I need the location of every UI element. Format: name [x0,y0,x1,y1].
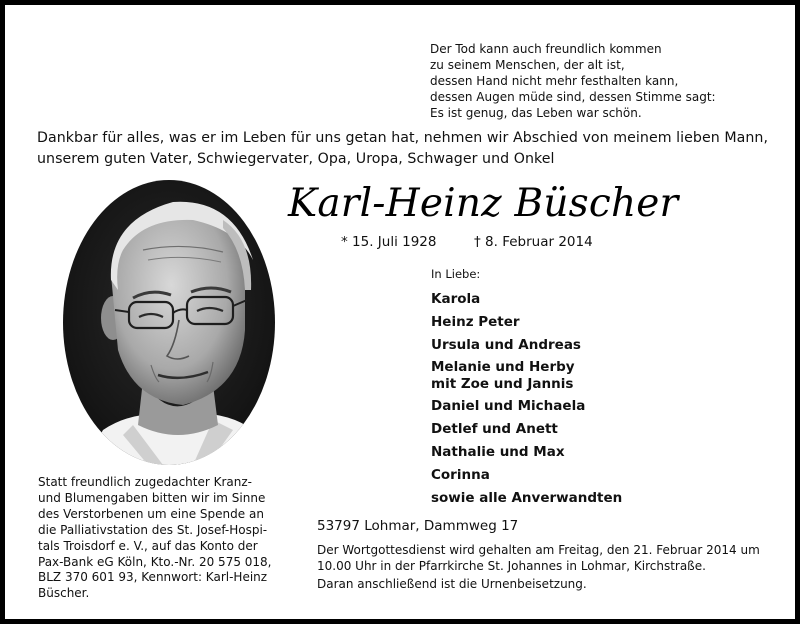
donation-line: Pax-Bank eG Köln, Kto.-Nr. 20 575 018, [38,554,272,569]
poem-line: dessen Hand nicht mehr festhalten kann, [430,74,679,88]
mourner-name: Daniel und Michaela [431,398,586,415]
birth-date: * 15. Juli 1928 [341,234,437,250]
mourner-name-line: mit Zoe und Jannis [431,376,574,393]
mourner-name: Corinna [431,466,490,483]
mourner-name-line: Melanie und Herby [431,359,575,376]
poem-line: Es ist genug, das Leben war schön. [430,106,642,120]
poem-line: dessen Augen müde sind, dessen Stimme sagt: [430,90,716,104]
intro-line: Dankbar für alles, was er im Leben für uns getan hat, nehmen wir Abschied von meinem lieben Mann, [37,130,769,146]
donation-line: und Blumengaben bitten wir im Sinne [38,490,266,505]
family-address: 53797 Lohmar, Dammweg 17 [317,518,519,534]
service-info [317,542,760,574]
donation-line: des Verstorbenen um eine Spende an [38,506,264,521]
mourner-name: Nathalie und Max [431,443,565,460]
mourner-name: Detlef und Anett [431,421,558,438]
donation-line: Statt freundlich zugedachter Kranz- [38,475,252,489]
portrait-photo [63,180,275,465]
mourner-name [431,359,731,393]
urn-burial-note: Daran anschließend ist die Urnenbeisetzung. [317,577,587,591]
mourner-name: sowie alle Anverwandten [431,489,623,506]
death-date: † 8. Februar 2014 [474,234,593,250]
donation-line: BLZ 370 601 93, Kennwort: Karl-Heinz [38,570,268,585]
mourner-name: Heinz Peter [431,313,520,330]
intro-text [37,128,787,170]
donation-note [38,475,283,602]
poem [430,41,730,121]
intro-line: unserem guten Vater, Schwiegervater, Opa, Uropa, Schwager und Onkel [37,151,555,167]
donation-line: Büscher. [38,586,90,601]
donation-line: die Palliativstation des St. Josef-Hospi- [38,522,268,537]
mourner-name: Karola [431,291,481,307]
service-line: Der Wortgottesdienst wird gehalten am Freitag, den 21. Februar 2014 um [317,543,760,557]
mourners-label: In Liebe: [431,267,481,281]
poem-line: zu seinem Menschen, der alt ist, [430,58,625,72]
deceased-name: Karl-Heinz Büscher [288,181,679,226]
mourners-list [431,288,731,509]
poem-line: Der Tod kann auch freundlich kommen [430,42,662,56]
donation-line: tals Troisdorf e. V., auf das Konto der [38,538,258,553]
mourner-name: Ursula und Andreas [431,336,581,353]
service-line: 10.00 Uhr in der Pfarrkirche St. Johannes in Lohmar, Kirchstraße. [317,559,706,573]
